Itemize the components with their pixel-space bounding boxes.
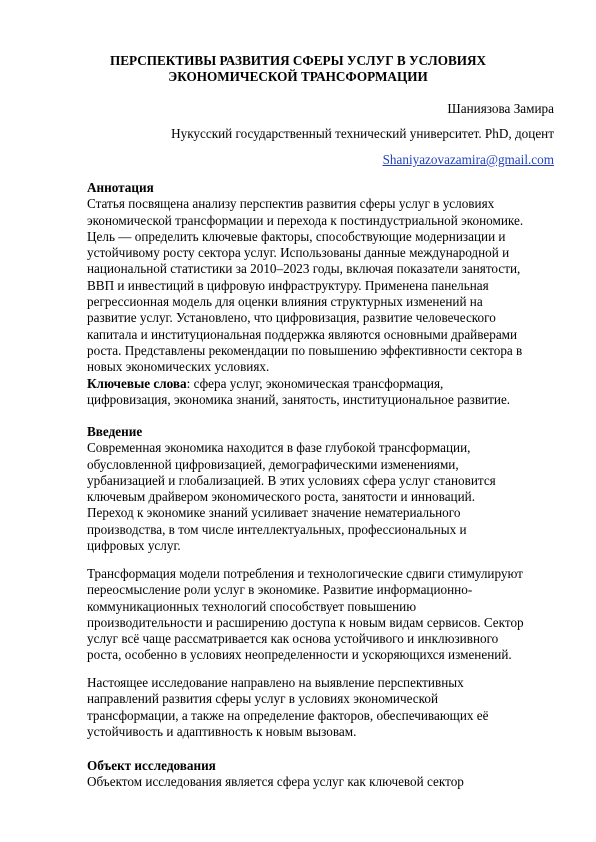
abstract-text-line: роста. Представлены рекомендации по повышению эффективности сектора в xyxy=(87,342,523,358)
abstract-body xyxy=(87,196,557,375)
intro-p1-text-line: Современная экономика находится в фазе глубокой трансформации, xyxy=(87,440,471,456)
abstract-text-line: новых экономических условиях. xyxy=(87,359,270,375)
abstract-text-line: регрессионная модель для оценки влияния структурных изменений на xyxy=(87,294,483,310)
intro-paragraph-2-block xyxy=(87,566,557,664)
intro-p1-text-line: урбанизацией и глобализацией. В этих условиях сфера услуг становится xyxy=(87,472,496,488)
title-line-1: ПЕРСПЕКТИВЫ РАЗВИТИЯ СФЕРЫ УСЛУГ В УСЛОВИЯХ xyxy=(109,53,487,68)
title-line-2: ЭКОНОМИЧЕСКОЙ ТРАНСФОРМАЦИИ xyxy=(168,69,428,84)
intro-p2-text-line: коммуникационных технологий способствует повышению xyxy=(87,598,417,614)
keywords-label: Ключевые слова xyxy=(87,375,187,391)
intro-paragraph-2 xyxy=(87,566,557,664)
abstract-text-line: экономической трансформации и перехода к постиндустриальной экономике. xyxy=(87,212,524,228)
article-title xyxy=(60,53,536,85)
intro-p3-text-line: Настоящее исследование направлено на выявление перспективных xyxy=(87,675,464,690)
object-heading: Объект исследования xyxy=(87,758,216,773)
abstract-text-line: Статья посвящена анализу перспектив развития сферы услуг в условиях xyxy=(87,196,495,212)
intro-p1-text-line: производства, в том числе интеллектуальных, профессиональных и xyxy=(87,521,467,537)
abstract-text-line: национальной статистики за 2010–2023 годы, включая показатели занятости, xyxy=(87,261,521,277)
abstract-text-line: капитала и институциональная поддержка являются основными драйверами xyxy=(87,326,518,342)
intro-p2-text-line: переосмысление роли услуг в экономике. Развитие информационно- xyxy=(87,582,473,598)
keywords-line-2: цифровизация, экономика знаний, занятость, институциональное развитие. xyxy=(87,391,511,407)
keywords-line-1 xyxy=(87,376,557,392)
author-name: Шаниязова Замира xyxy=(447,101,554,116)
abstract-text-line: развитие услуг. Установлено, что цифровизация, развитие человеческого xyxy=(87,310,496,326)
intro-p2-text-line: производительности и расширению доступа к новым видам сервисов. Сектор xyxy=(87,614,524,630)
intro-paragraph-3-block xyxy=(87,675,557,740)
intro-p3-text-line: направлений развития сферы услуг в условиях экономической xyxy=(87,691,439,707)
author-email-link[interactable]: Shaniyazovazamira@gmail.com xyxy=(382,152,554,167)
intro-p3-text-line: устойчивость и адаптивность к новым вызовам. xyxy=(87,723,357,739)
abstract-heading: Аннотация xyxy=(87,180,154,195)
abstract-text-line: устойчивому росту сектора услуг. Использованы данные международной и xyxy=(87,245,510,261)
intro-p2-text-line: услуг всё чаще рассматривается как основа устойчивого и инклюзивного xyxy=(87,631,499,647)
intro-paragraph-1 xyxy=(87,440,557,554)
intro-p1-text-line: цифровых услуг. xyxy=(87,538,181,554)
author-affiliation: Нукусский государственный технический университет. PhD, доцент xyxy=(171,126,554,141)
keywords-text-1: : сфера услуг, экономическая трансформация, xyxy=(186,375,444,391)
intro-p1-text-line: ключевым драйвером экономического роста, занятости и инноваций. xyxy=(87,489,476,505)
intro-p1-text-line: Переход к экономике знаний усиливает значение нематериального xyxy=(87,505,461,521)
abstract-section xyxy=(87,180,557,408)
object-text-line-1: Объектом исследования является сфера услуг как ключевой сектор xyxy=(87,774,464,790)
intro-heading: Введение xyxy=(87,424,143,439)
intro-p3-text-line: трансформации, а также на определение факторов, обеспечивающих её xyxy=(87,707,489,723)
intro-p2-text-line: Трансформация модели потребления и технологические сдвиги стимулируют xyxy=(87,566,523,581)
abstract-text-line: ВВП и инвестиций в цифровую инфраструктуру. Применена панельная xyxy=(87,277,489,293)
intro-p2-text-line: роста, особенно в условиях неопределенности и ускоряющихся изменений. xyxy=(87,647,512,663)
abstract-text-line: Цель — определить ключевые факторы, способствующие модернизации и xyxy=(87,228,506,244)
intro-section xyxy=(87,424,557,554)
intro-paragraph-3 xyxy=(87,675,557,740)
object-section xyxy=(87,758,557,791)
intro-p1-text-line: обусловленной цифровизацией, демографическими изменениями, xyxy=(87,456,459,472)
